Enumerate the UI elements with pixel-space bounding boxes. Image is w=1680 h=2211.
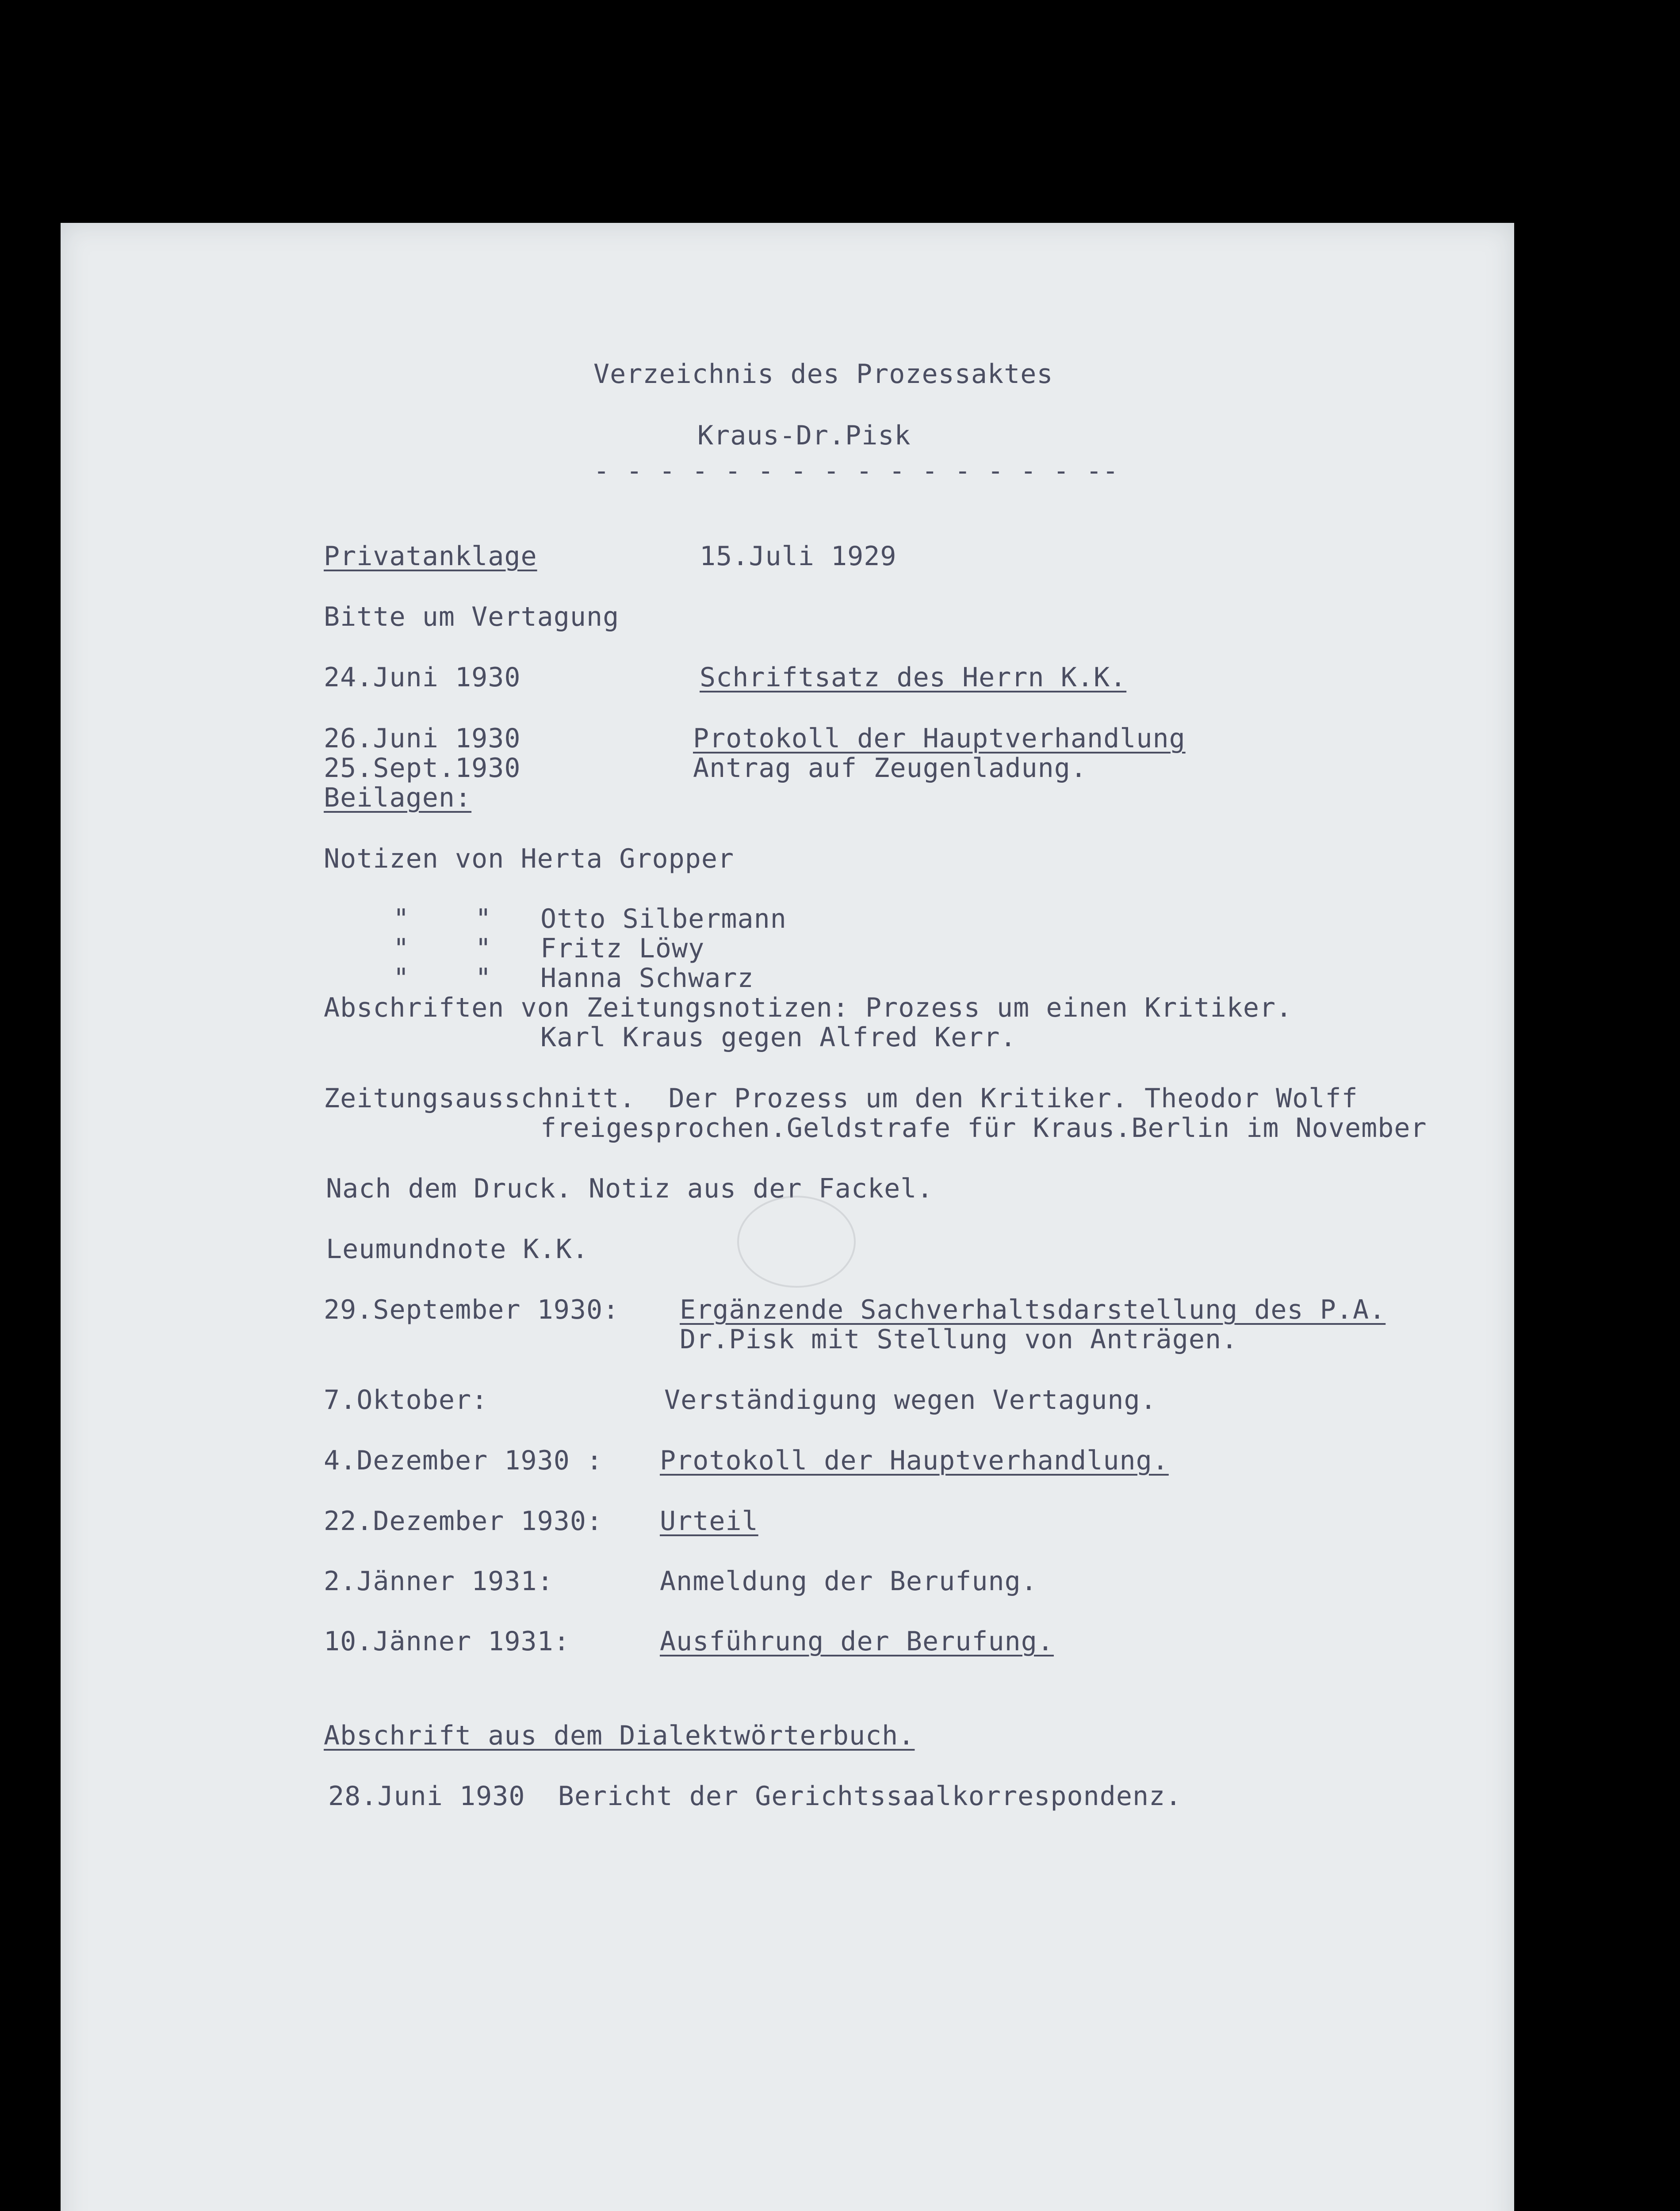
entry-ausfuehrung: Ausführung der Berufung. xyxy=(660,1626,1054,1657)
entry-date-29-sept: 29.September 1930: xyxy=(324,1294,620,1325)
entry-zeugenladung: Antrag auf Zeugenladung. xyxy=(693,753,1087,784)
entry-vertagung: Bitte um Vertagung xyxy=(324,601,620,632)
document-sheet xyxy=(61,223,1514,2211)
entry-date-22-dez: 22.Dezember 1930: xyxy=(324,1506,603,1537)
entry-date-2-jaenner: 2.Jänner 1931: xyxy=(324,1566,554,1597)
title-line-2: Kraus-Dr.Pisk xyxy=(697,420,911,451)
entry-date-10-jaenner: 10.Jänner 1931: xyxy=(324,1626,570,1657)
entry-notizen: Notizen von Herta Gropper xyxy=(324,843,735,874)
entry-zeitungsausschnitt-1: Zeitungsausschnitt. Der Prozess um den Kritiker. Theodor Wolff xyxy=(324,1083,1358,1114)
notiz-name-1: Otto Silbermann xyxy=(540,903,787,934)
entry-abschriften-2: Karl Kraus gegen Alfred Kerr. xyxy=(540,1022,1017,1053)
entry-antraegen: Dr.Pisk mit Stellung von Anträgen. xyxy=(680,1324,1238,1355)
entry-abschriften-1: Abschriften von Zeitungsnotizen: Prozess um einen Kritiker. xyxy=(324,992,1293,1023)
notiz-name-3: Hanna Schwarz xyxy=(540,963,754,994)
entry-urteil: Urteil xyxy=(660,1506,758,1537)
title-line-1: Verzeichnis des Prozessaktes xyxy=(593,359,1053,390)
entry-zeitungsausschnitt-2: freigesprochen.Geldstrafe für Kraus.Berlin im November xyxy=(540,1113,1427,1144)
entry-privatanklage-date: 15.Juli 1929 xyxy=(700,541,897,572)
entry-protokoll-1: Protokoll der Hauptverhandlung xyxy=(693,723,1186,754)
ditto-marks-3: " " xyxy=(393,963,492,994)
ditto-marks-2: " " xyxy=(393,933,492,964)
entry-date-24-juni: 24.Juni 1930 xyxy=(324,662,521,693)
entry-schriftsatz: Schriftsatz des Herrn K.K. xyxy=(700,662,1127,693)
entry-date-25-sept: 25.Sept.1930 xyxy=(324,753,521,784)
entry-sachverhalt: Ergänzende Sachverhaltsdarstellung des P.A. xyxy=(680,1294,1386,1325)
entry-anmeldung: Anmeldung der Berufung. xyxy=(660,1566,1037,1597)
entry-date-26-juni: 26.Juni 1930 xyxy=(324,723,521,754)
entry-gerichtssaal: 28.Juni 1930 Bericht der Gerichtssaalkorrespondenz. xyxy=(328,1781,1182,1812)
entry-fackel: Nach dem Druck. Notiz aus der Fackel. xyxy=(326,1173,934,1204)
entry-verstaendigung: Verständigung wegen Vertagung. xyxy=(664,1385,1157,1415)
entry-protokoll-2: Protokoll der Hauptverhandlung. xyxy=(660,1445,1169,1476)
entry-beilagen: Beilagen: xyxy=(324,782,472,813)
ditto-marks-1: " " xyxy=(393,903,492,934)
title-rule: - - - - - - - - - - - - - - - -- xyxy=(593,455,1119,486)
entry-date-7-okt: 7.Oktober: xyxy=(324,1385,488,1415)
notiz-name-2: Fritz Löwy xyxy=(540,933,705,964)
entry-date-4-dez: 4.Dezember 1930 : xyxy=(324,1445,603,1476)
faint-stamp xyxy=(737,1196,856,1288)
entry-privatanklage-label: Privatanklage xyxy=(324,541,537,572)
entry-leumundnote: Leumundnote K.K. xyxy=(326,1234,589,1265)
entry-dialektwoerterbuch: Abschrift aus dem Dialektwörterbuch. xyxy=(324,1720,915,1751)
